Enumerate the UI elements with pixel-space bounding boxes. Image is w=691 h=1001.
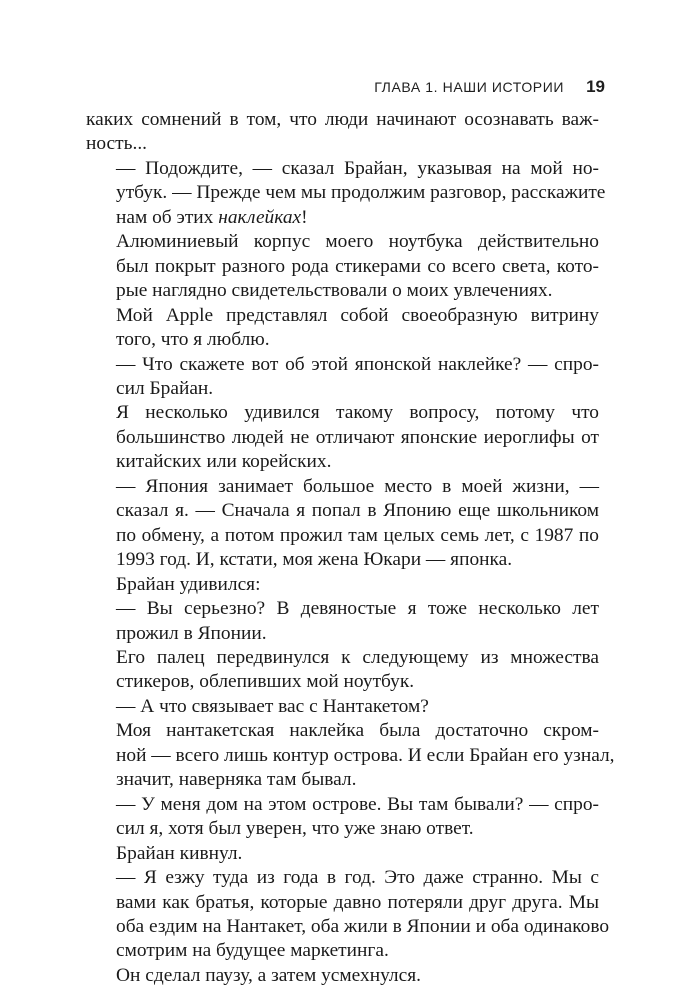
text-line: — Подождите, — сказал Брайан, указывая на мой но- (116, 157, 599, 179)
text-line: китайских или корейских. (116, 451, 332, 473)
text-line: утбук. — Прежде чем мы продолжим разговор, расскажите (116, 182, 606, 204)
text-line: Мой Apple представлял собой своеобразную витрину (116, 304, 599, 326)
text-fragment: нам об этих (116, 206, 219, 228)
text-line: Он сделал паузу, а затем усмехнулся. (116, 964, 421, 986)
text-line: Алюминиевый корпус моего ноутбука действительно (116, 231, 599, 253)
chapter-title: ГЛАВА 1. НАШИ ИСТОРИИ (374, 79, 565, 95)
text-line: — Вы серьезно? В девяностые я тоже несколько лет (116, 598, 599, 620)
page-number: 19 (586, 77, 605, 96)
text-line: сил я, хотя был уверен, что уже знаю ответ. (116, 818, 474, 840)
text-line: сказал я. — Сначала я попал в Японию еще школьником (116, 500, 599, 522)
text-fragment: ! (301, 206, 308, 228)
paragraph (86, 719, 615, 792)
paragraph (86, 866, 610, 964)
text-line: — Я езжу туда из года в год. Это даже странно. Мы с (116, 867, 599, 889)
paragraph (86, 230, 599, 303)
text-line: Брайан кивнул. (116, 842, 243, 864)
paragraph (86, 108, 599, 157)
text-line: вами как братья, которые давно потеряли друг друга. Мы (116, 891, 599, 913)
text-line: по обмену, а потом прожил там целых семь лет, с 1987 по (116, 524, 599, 546)
paragraph (86, 964, 599, 988)
paragraph (86, 353, 599, 402)
paragraph (86, 842, 599, 866)
paragraph (86, 401, 599, 474)
text-line: Брайан удивился: (116, 573, 261, 595)
text-line (86, 206, 599, 230)
text-line: каких сомнений в том, что люди начинают осознавать важ- (86, 109, 599, 130)
body-text (86, 108, 615, 988)
text-line: ность... (86, 133, 148, 155)
running-head (374, 77, 605, 97)
italic-emphasis: наклейках (218, 206, 302, 228)
text-line: рые наглядно свидетельствовали о моих увлечениях. (116, 280, 553, 302)
text-line: — У меня дом на этом острове. Вы там бывали? — спро- (116, 793, 599, 815)
paragraph (86, 475, 599, 573)
paragraph (86, 304, 599, 353)
text-line: того, что я люблю. (116, 329, 270, 351)
text-line: большинство людей не отличают японские иероглифы от (116, 426, 599, 448)
paragraph (86, 573, 599, 597)
text-line: Его палец передвинулся к следующему из множества (116, 646, 599, 668)
paragraph (86, 597, 599, 646)
paragraph (86, 793, 599, 842)
text-line: был покрыт разного рода стикерами со всего света, кото- (116, 255, 599, 277)
text-line: стикеров, облепивших мой ноутбук. (116, 671, 415, 693)
paragraph (86, 695, 599, 719)
text-line: — Что скажете вот об этой японской наклейке? — спро- (116, 353, 599, 375)
paragraph (86, 646, 599, 695)
text-line: ной — всего лишь контур острова. И если Брайан его узнал, (116, 744, 615, 766)
paragraph (86, 157, 606, 230)
text-line: — А что связывает вас с Нантакетом? (116, 695, 429, 717)
text-line: Я несколько удивился такому вопросу, потому что (116, 402, 599, 424)
text-line: прожил в Японии. (116, 622, 267, 644)
text-line: — Япония занимает большое место в моей жизни, — (116, 475, 599, 497)
text-line: оба ездим на Нантакет, оба жили в Японии и оба одинаково (116, 915, 610, 937)
text-line: сил Брайан. (116, 377, 214, 399)
text-line: Моя нантакетская наклейка была достаточно скром- (116, 720, 599, 742)
text-line: смотрим на будущее маркетинга. (116, 940, 389, 962)
text-line: значит, наверняка там бывал. (116, 769, 357, 791)
text-line: 1993 год. И, кстати, моя жена Юкари — японка. (116, 549, 513, 571)
